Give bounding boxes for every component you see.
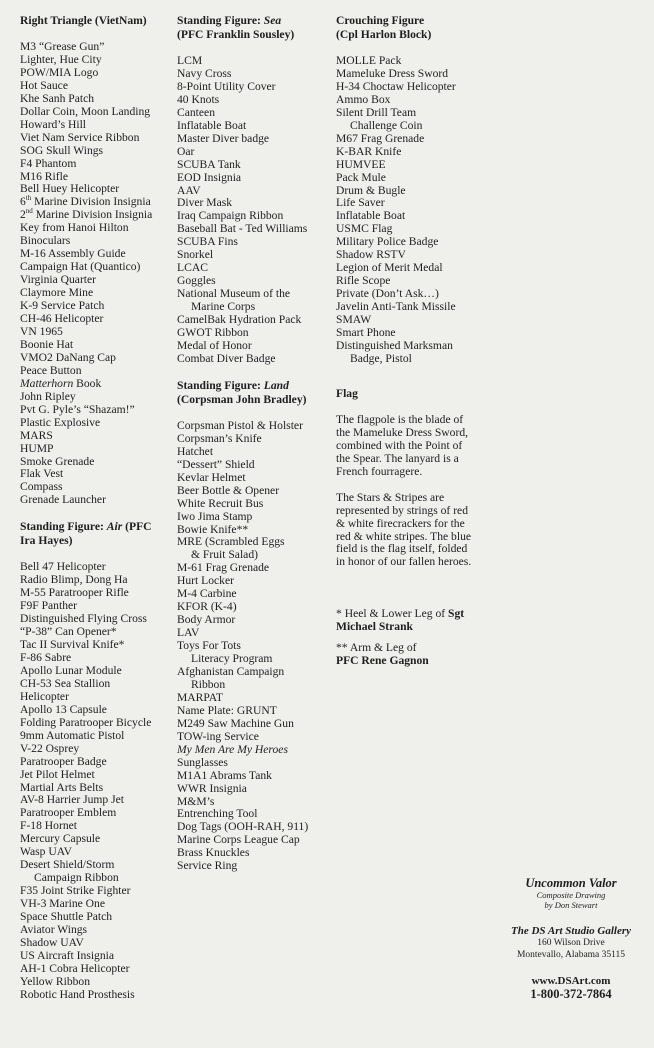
heading-flag: Flag: [336, 386, 358, 400]
list-item: Iwo Jima Stamp: [177, 509, 253, 523]
list-item: “P-38” Can Opener*: [20, 625, 117, 639]
list-item: Apollo 13 Capsule: [20, 702, 107, 716]
contact-block: [496, 975, 646, 1002]
list-item: Paratrooper Badge: [20, 754, 107, 768]
list-item: Baseball Bat - Ted Williams: [177, 222, 308, 236]
list-item: F9F Panther: [20, 599, 78, 613]
list-item: Smart Phone: [336, 326, 396, 340]
list-item: Space Shuttle Patch: [20, 910, 113, 924]
list-item: Bowie Knife**: [177, 522, 249, 536]
list-item: Silent Drill Team Challenge Coin: [336, 105, 423, 132]
list-item: Dog Tags (OOH-RAH, 911): [177, 820, 309, 834]
list-item: MOLLE Pack: [336, 54, 402, 67]
gallery-name: The DS Art Studio Gallery: [511, 925, 631, 937]
list-item: National Museum of the Marine Corps: [177, 287, 291, 314]
list-item: John Ripley: [20, 389, 76, 403]
list-item: M67 Frag Grenade: [336, 131, 425, 145]
column-sea-land: [177, 14, 329, 873]
list-item: M1A1 Abrams Tank: [177, 768, 272, 782]
list-item: Distinguished Flying Cross: [20, 612, 147, 626]
list-item: Ammo Box: [336, 92, 391, 106]
list-item: SCUBA Tank: [177, 157, 241, 171]
list-item: Tac II Survival Knife*: [20, 638, 125, 652]
list-item: HUMP: [20, 441, 54, 455]
list-item: Corpsman’s Knife: [177, 431, 262, 445]
list-item: Jet Pilot Helmet: [20, 767, 95, 781]
phone-number: 1-800-372-7864: [530, 987, 612, 1001]
list-item: F4 Phantom: [20, 156, 77, 170]
list-item: M-4 Carbine: [177, 587, 237, 601]
list-item: Drum & Bugle: [336, 183, 406, 197]
list-item: Diver Mask: [177, 196, 233, 210]
list-item: Corpsman Pistol & Holster: [177, 418, 303, 432]
list-item: LCAC: [177, 261, 208, 275]
list-item: MARS: [20, 428, 53, 442]
list-item: K-9 Service Patch: [20, 299, 105, 313]
list-item: 6th Marine Division Insignia: [20, 194, 151, 209]
list-item: Oar: [177, 144, 195, 158]
list-item: POW/MIA Logo: [20, 65, 99, 79]
list-item: Virginia Quarter: [20, 273, 97, 287]
list-item: M&M’s: [177, 794, 215, 808]
column-crouching-flag: [336, 14, 486, 668]
list-item: White Recruit Bus: [177, 496, 264, 510]
list-item: Pack Mule: [336, 170, 386, 184]
list-item: Combat Diver Badge: [177, 351, 276, 365]
list-item: Iraq Campaign Ribbon: [177, 209, 284, 223]
heading-crouching: Crouching Figure (Cpl Harlon Block): [336, 14, 432, 41]
list-item: Compass: [20, 480, 63, 494]
list-item: CH-46 Helicopter: [20, 312, 104, 326]
flag-paragraph-2: The Stars & Stripes are represented by strings of red & white firecrackers for the red & white stripes. The blue field is the flag itself, folded in honor of our fallen heroes.: [336, 490, 472, 569]
list-item: Master Diver badge: [177, 131, 270, 145]
list-item: Flak Vest: [20, 467, 64, 481]
list-item: Howard’s Hill: [20, 117, 87, 131]
list-item: EOD Insignia: [177, 170, 242, 184]
list-item: M-16 Assembly Guide: [20, 247, 126, 261]
list-item: Kevlar Helmet: [177, 470, 246, 484]
artwork-artist: by Don Stewart: [544, 899, 598, 910]
list-item: F-86 Sabre: [20, 650, 72, 664]
list-item: Aviator Wings: [20, 923, 88, 936]
list-item: HUMVEE: [336, 157, 386, 171]
list-item: Marine Corps League Cap: [177, 833, 300, 847]
list-item: Martial Arts Belts: [20, 780, 104, 794]
list-item: Shadow RSTV: [336, 248, 406, 262]
list-item: Paratrooper Emblem: [20, 806, 117, 820]
list-item: Yellow Ribbon: [20, 974, 91, 988]
list-item: Javelin Anti-Tank Missile: [336, 300, 456, 314]
list-item: US Aircraft Insignia: [20, 948, 115, 962]
list-item: Smoke Grenade: [20, 454, 95, 468]
list-item: Helicopter: [20, 689, 69, 703]
list-item: M3 “Grease Gun”: [20, 40, 105, 53]
list-item: Plastic Explosive: [20, 415, 101, 429]
list-right-triangle: [20, 41, 168, 196]
list-item: Afghanistan Campaign Ribbon: [177, 664, 285, 691]
list-item: Mercury Capsule: [20, 832, 101, 846]
list-item: 2nd Marine Division Insignia: [20, 207, 153, 222]
list-item: Khe Sanh Patch: [20, 91, 95, 105]
list-item: Matterhorn Book: [20, 376, 102, 390]
list-item: AH-1 Cobra Helicopter: [20, 961, 130, 975]
list-item: Apollo Lunar Module: [20, 663, 122, 677]
list-item: Bell 47 Helicopter: [20, 560, 106, 574]
gallery-block: [496, 925, 646, 961]
artwork-subtitle: Composite Drawing: [536, 890, 606, 900]
list-item: Military Police Badge: [336, 235, 439, 249]
list-item: Bell Huey Helicopter: [20, 182, 120, 196]
flag-paragraph-1: The flagpole is the blade of the Mameluke Dress Sword, combined with the Point of the Spear. The lanyard is a French fourragere.: [336, 412, 469, 478]
list-item: M16 Rifle: [20, 169, 68, 183]
list-item: Hot Sauce: [20, 78, 68, 92]
heading-sea: Standing Figure: Sea (PFC Franklin Sousley): [177, 14, 295, 41]
list-item: MRE (Scrambled Eggs & Fruit Salad): [177, 535, 285, 562]
list-item: Key from Hanoi Hilton: [20, 221, 129, 235]
list-item: Navy Cross: [177, 66, 232, 80]
list-item: Rifle Scope: [336, 274, 391, 288]
list-item: V-22 Osprey: [20, 741, 80, 755]
list-item: Inflatable Boat: [336, 209, 406, 223]
artwork-title: Uncommon Valor: [525, 876, 617, 890]
heading-land: Standing Figure: Land (Corpsman John Bradley): [177, 378, 307, 406]
list-item: Distinguished Marksman Badge, Pistol: [336, 338, 453, 365]
list-item: Dollar Coin, Moon Landing: [20, 104, 151, 118]
list-item: Sunglasses: [177, 755, 228, 769]
list-item: Wasp UAV: [20, 845, 72, 859]
list-item: Peace Button: [20, 363, 82, 377]
list-item: SCUBA Fins: [177, 235, 238, 249]
list-item: Claymore Mine: [20, 286, 94, 300]
list-item: TOW-ing Service: [177, 729, 259, 743]
list-item: Hatchet: [177, 444, 214, 458]
list-item: CamelBak Hydration Pack: [177, 313, 302, 327]
footnote-1: * Heel & Lower Leg of Sgt Michael Strank: [336, 607, 465, 634]
list-item: Shadow UAV: [20, 935, 84, 949]
list-item: M-61 Frag Grenade: [177, 561, 270, 575]
list-item: Viet Nam Service Ribbon: [20, 130, 140, 144]
list-item: Inflatable Boat: [177, 118, 247, 132]
list-item: 40 Knots: [177, 92, 220, 106]
list-item: F-18 Hornet: [20, 819, 77, 833]
list-item: Robotic Hand Prosthesis: [20, 987, 135, 1001]
gallery-address-1: 160 Wilson Drive: [537, 938, 605, 948]
list-item: Boonie Hat: [20, 337, 74, 351]
list-item: KFOR (K-4): [177, 600, 237, 614]
list-item: Entrenching Tool: [177, 807, 258, 821]
list-item: SMAW: [336, 313, 372, 327]
list-air: [20, 561, 168, 859]
list-item: Pvt G. Pyle’s “Shazam!”: [20, 402, 135, 416]
list-item: Name Plate: GRUNT: [177, 703, 277, 717]
gallery-address-2: Montevallo, Alabama 35115: [516, 950, 626, 960]
column-right-triangle: [20, 14, 168, 1002]
list-item: Service Ring: [177, 859, 238, 873]
list-item: M249 Saw Machine Gun: [177, 716, 294, 730]
list-item: LCM: [177, 54, 203, 67]
list-item: Brass Knuckles: [177, 846, 250, 860]
list-item: H-34 Choctaw Helicopter: [336, 79, 456, 93]
heading-air: Standing Figure: Air (PFC Ira Hayes): [20, 520, 152, 548]
list-item: VH-3 Marine One: [20, 897, 105, 911]
list-item: AAV: [177, 183, 201, 197]
list-item: WWR Insignia: [177, 781, 247, 795]
list-item: Folding Paratrooper Bicycle: [20, 715, 152, 729]
heading-right-triangle: Right Triangle (VietNam): [20, 14, 147, 27]
list-sea: [177, 55, 329, 288]
list-item: My Men Are My Heroes: [177, 742, 288, 756]
list-item: Snorkel: [177, 248, 214, 262]
list-item: Toys For Tots Literacy Program: [177, 639, 273, 666]
list-item: Desert Shield/Storm Campaign Ribbon: [20, 858, 119, 885]
list-item: VMO2 DaNang Cap: [20, 350, 116, 364]
list-item: Body Armor: [177, 613, 236, 627]
list-item: USMC Flag: [336, 222, 393, 236]
list-land: [177, 420, 329, 537]
list-item: M-55 Paratrooper Rifle: [20, 586, 129, 600]
list-item: Life Saver: [336, 196, 385, 210]
list-item: SOG Skull Wings: [20, 143, 104, 157]
list-item: GWOT Ribbon: [177, 326, 249, 340]
list-item: Goggles: [177, 274, 216, 288]
list-item: AV-8 Harrier Jump Jet: [20, 793, 125, 807]
list-item: Medal of Honor: [177, 338, 252, 352]
list-item: Private (Don’t Ask…): [336, 287, 439, 301]
list-item: “Dessert” Shield: [177, 457, 255, 471]
list-item: Radio Blimp, Dong Ha: [20, 573, 128, 587]
list-item: Grenade Launcher: [20, 493, 106, 507]
list-crouching: [336, 55, 486, 107]
credits-block: [496, 876, 646, 910]
list-item: K-BAR Knife: [336, 144, 402, 158]
list-item: CH-53 Sea Stallion: [20, 676, 111, 690]
list-item: 9mm Automatic Pistol: [20, 728, 125, 742]
list-item: MARPAT: [177, 690, 223, 704]
list-item: Lighter, Hue City: [20, 52, 102, 66]
list-item: Beer Bottle & Opener: [177, 483, 280, 497]
list-item: Mameluke Dress Sword: [336, 66, 449, 80]
footnote-2: ** Arm & Leg of PFC Rene Gagnon: [336, 641, 429, 668]
list-item: Canteen: [177, 105, 215, 119]
list-item: F35 Joint Strike Fighter: [20, 884, 131, 898]
list-item: Hurt Locker: [177, 574, 234, 588]
list-item: Legion of Merit Medal: [336, 261, 443, 275]
list-item: 8-Point Utility Cover: [177, 79, 276, 93]
website-link[interactable]: www.DSArt.com: [531, 975, 611, 987]
list-item: LAV: [177, 626, 200, 640]
list-item: Campaign Hat (Quantico): [20, 260, 141, 274]
list-item: Binoculars: [20, 234, 71, 248]
list-item: VN 1965: [20, 324, 63, 338]
